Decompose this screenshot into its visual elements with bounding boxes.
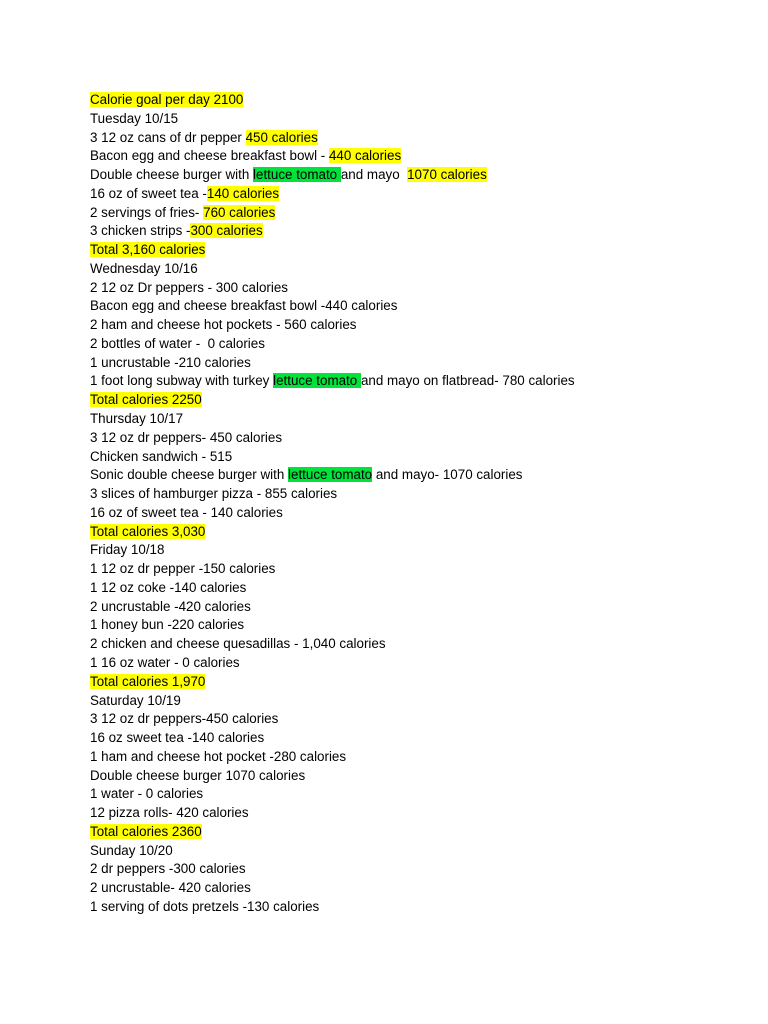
highlighted-text-yellow: Calorie goal per day 2100 bbox=[90, 92, 244, 107]
document-line bbox=[90, 147, 750, 166]
document-line bbox=[90, 898, 750, 917]
line-text: 2 12 oz Dr peppers - 300 calories bbox=[90, 279, 288, 295]
document-line bbox=[90, 804, 750, 823]
document-line bbox=[90, 748, 750, 767]
document-line bbox=[90, 560, 750, 579]
line-text: 1 uncrustable -210 calories bbox=[90, 354, 251, 370]
line-text: 1 ham and cheese hot pocket -280 calories bbox=[90, 748, 347, 764]
line-text: 3 chicken strips - bbox=[90, 223, 191, 239]
highlighted-text-yellow: Total calories 1,970 bbox=[90, 673, 206, 689]
document-line bbox=[90, 616, 750, 635]
document-line bbox=[90, 785, 750, 804]
highlighted-text-yellow: 760 calories bbox=[203, 204, 276, 220]
document-line bbox=[90, 129, 750, 148]
line-text: 1 12 oz coke -140 calories bbox=[90, 579, 247, 595]
line-text: Bacon egg and cheese breakfast bowl -440 calories bbox=[90, 298, 398, 314]
document-line bbox=[90, 466, 750, 485]
document-line bbox=[90, 335, 750, 354]
highlighted-text-yellow: 1070 calories bbox=[407, 167, 487, 183]
document-line bbox=[90, 598, 750, 617]
document-line bbox=[90, 91, 750, 110]
line-text: Sunday 10/20 bbox=[90, 842, 173, 858]
document-line bbox=[90, 823, 750, 842]
highlighted-text-yellow: Total calories 3,030 bbox=[90, 523, 206, 539]
document-line bbox=[90, 429, 750, 448]
document-line bbox=[90, 504, 750, 523]
line-text: 3 12 oz dr peppers- 450 calories bbox=[90, 429, 283, 445]
document-line bbox=[90, 579, 750, 598]
document-line bbox=[90, 635, 750, 654]
document-line bbox=[90, 297, 750, 316]
line-text: Saturday 10/19 bbox=[90, 692, 181, 708]
line-text: 1 foot long subway with turkey bbox=[90, 373, 274, 389]
line-text: Tuesday 10/15 bbox=[90, 110, 179, 126]
highlighted-text-yellow: 300 calories bbox=[190, 223, 263, 239]
line-text: 2 uncrustable- 420 calories bbox=[90, 880, 251, 896]
document-line bbox=[90, 673, 750, 692]
document-line bbox=[90, 860, 750, 879]
document-line bbox=[90, 316, 750, 335]
line-text: 3 slices of hamburger pizza - 855 calories bbox=[90, 486, 338, 502]
line-text: 3 12 oz dr peppers-450 calories bbox=[90, 711, 279, 727]
document-line bbox=[90, 842, 750, 861]
line-text: 3 12 oz cans of dr pepper bbox=[90, 129, 246, 145]
document-line bbox=[90, 448, 750, 467]
line-text: 1 serving of dots pretzels -130 calories bbox=[90, 898, 320, 914]
line-text: 2 dr peppers -300 calories bbox=[90, 861, 246, 877]
line-text: 2 bottles of water - 0 calories bbox=[90, 335, 265, 351]
highlighted-text-yellow: Total calories 2250 bbox=[90, 392, 202, 408]
document-line bbox=[90, 354, 750, 373]
line-text: 2 chicken and cheese quesadillas - 1,040 calories bbox=[90, 636, 386, 652]
document-line bbox=[90, 372, 750, 391]
document-line bbox=[90, 410, 750, 429]
document-line bbox=[90, 879, 750, 898]
line-text: and mayo bbox=[340, 167, 408, 183]
highlighted-text-yellow: 450 calories bbox=[245, 129, 318, 145]
highlighted-text-yellow: 440 calories bbox=[328, 148, 402, 164]
document-line bbox=[90, 541, 750, 560]
document-line bbox=[90, 710, 750, 729]
document-line bbox=[90, 692, 750, 711]
line-text: Thursday 10/17 bbox=[90, 411, 184, 427]
highlighted-text-green: lettuce tomato bbox=[273, 373, 361, 389]
line-text: Chicken sandwich - 515 bbox=[90, 448, 233, 464]
document-line bbox=[90, 391, 750, 410]
line-text: 1 honey bun -220 calories bbox=[90, 617, 245, 633]
line-text: 2 uncrustable -420 calories bbox=[90, 598, 251, 614]
line-text: Friday 10/18 bbox=[90, 542, 165, 558]
document-line bbox=[90, 204, 750, 223]
line-text: Wednesday 10/16 bbox=[90, 260, 198, 276]
highlighted-text-green: lettuce tomato bbox=[253, 167, 341, 183]
document-line bbox=[90, 110, 750, 129]
highlighted-text-green: lettuce tomato bbox=[288, 467, 373, 483]
document-line bbox=[90, 166, 750, 185]
document-line bbox=[90, 222, 750, 241]
document-line bbox=[90, 260, 750, 279]
line-text: Double cheese burger with bbox=[90, 167, 254, 183]
line-text: 12 pizza rolls- 420 calories bbox=[90, 805, 249, 821]
document-line bbox=[90, 185, 750, 204]
highlighted-text-yellow: Total 3,160 calories bbox=[90, 242, 206, 258]
line-text: Bacon egg and cheese breakfast bowl - bbox=[90, 148, 329, 164]
line-text: 16 oz of sweet tea - 140 calories bbox=[90, 504, 283, 520]
document-line bbox=[90, 279, 750, 298]
line-text: 1 12 oz dr pepper -150 calories bbox=[90, 561, 276, 577]
document-line bbox=[90, 241, 750, 260]
line-text: and mayo- 1070 calories bbox=[372, 467, 523, 483]
line-text: Double cheese burger 1070 calories bbox=[90, 767, 306, 783]
line-text: and mayo on flatbread- 780 calories bbox=[360, 373, 575, 389]
document-line bbox=[90, 729, 750, 748]
line-text: 1 16 oz water - 0 calories bbox=[90, 654, 240, 670]
line-text: 1 water - 0 calories bbox=[90, 786, 204, 802]
document-line bbox=[90, 523, 750, 542]
document-line bbox=[90, 767, 750, 786]
line-text: 2 servings of fries- bbox=[90, 204, 204, 220]
document-line bbox=[90, 485, 750, 504]
line-text: Sonic double cheese burger with bbox=[90, 467, 289, 483]
document-line bbox=[90, 654, 750, 673]
line-text: 16 oz sweet tea -140 calories bbox=[90, 730, 265, 746]
highlighted-text-yellow: 140 calories bbox=[206, 185, 280, 201]
highlighted-text-yellow: Total calories 2360 bbox=[90, 823, 202, 839]
calorie-log-document bbox=[90, 91, 750, 917]
line-text: 2 ham and cheese hot pockets - 560 calories bbox=[90, 317, 357, 333]
line-text: 16 oz of sweet tea - bbox=[90, 185, 207, 201]
